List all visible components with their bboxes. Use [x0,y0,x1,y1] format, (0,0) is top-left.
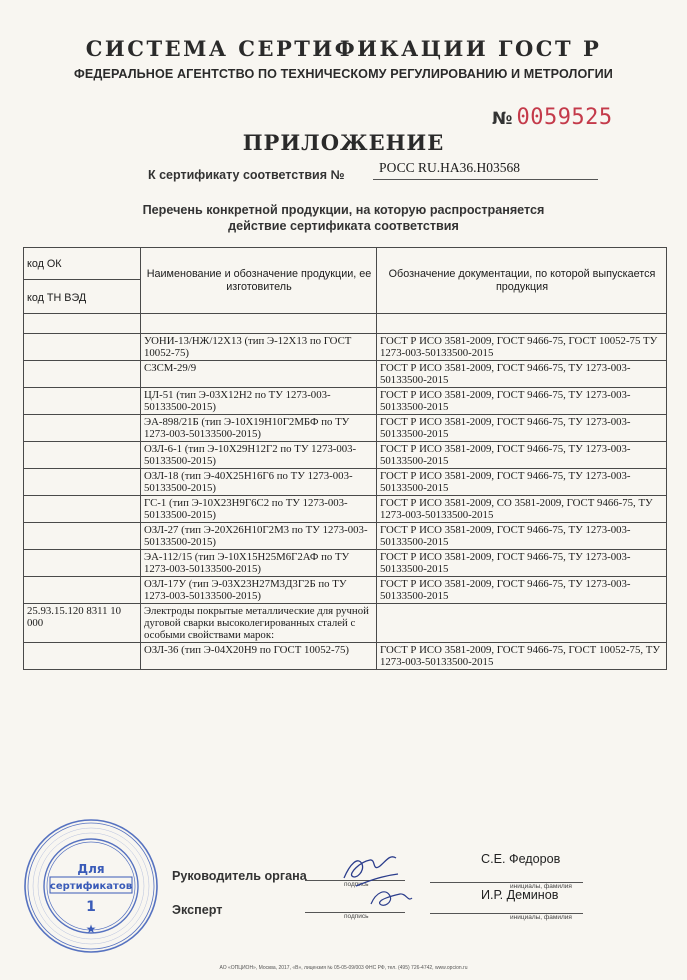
cell-product: ОЗЛ-36 (тип Э-04Х20Н9 по ГОСТ 10052-75) [141,643,377,670]
cell-docs: ГОСТ Р ИСО 3581-2009, ГОСТ 9466-75, ТУ 1273-003-50133500-2015 [377,415,667,442]
stamp-text-no: 1 [86,899,96,915]
cell-product: ОЗЛ-17У (тип Э-03Х23Н27М3Д3Г2Б по ТУ 1273-003-50133500-2015) [141,577,377,604]
cell-product: ЭА-112/15 (тип Э-10Х15Н25М6Г2АФ по ТУ 1273-003-50133500-2015) [141,550,377,577]
cert-label: К сертификату соответствия № [148,168,345,182]
expert-name: И.Р. Деминов [481,888,559,902]
system-title: СИСТЕМА СЕРТИФИКАЦИИ ГОСТ Р [85,36,602,61]
header-code-ok: код ОК [27,258,62,270]
intro-line-2: действие сертификата соответствия [228,219,459,233]
cell-code [24,415,141,442]
expert-label: Эксперт [172,903,223,917]
table-row [24,496,667,523]
cell-docs [377,604,667,643]
cell-product: УОНИ-13/НЖ/12Х13 (тип Э-12Х13 по ГОСТ 10052-75) [141,334,377,361]
cell-product: ОЗЛ-18 (тип Э-40Х25Н16Г6 по ТУ 1273-003-50133500-2015) [141,469,377,496]
table-header [24,248,667,314]
cell-docs: ГОСТ Р ИСО 3581-2009, ГОСТ 9466-75, ТУ 1273-003-50133500-2015 [377,388,667,415]
stamp-text-top: Для [77,862,105,876]
table-row [24,523,667,550]
agency-title: ФЕДЕРАЛЬНОЕ АГЕНТСТВО ПО ТЕХНИЧЕСКОМУ РЕГУЛИРОВАНИЮ И МЕТРОЛОГИИ [74,67,613,81]
cell-docs: ГОСТ Р ИСО 3581-2009, ГОСТ 9466-75, ТУ 1273-003-50133500-2015 [377,469,667,496]
table-row [24,550,667,577]
table-row [24,577,667,604]
cell-code [24,496,141,523]
cell-code [24,388,141,415]
table-row [24,334,667,361]
expert-name-caption: инициалы, фамилия [510,914,572,921]
cell-code: 25.93.15.120 8311 10 000 [24,604,141,643]
expert-signature [366,884,416,914]
product-table [23,247,667,670]
header-code-tn: код ТН ВЭД [27,292,87,304]
star-icon: ★ [85,922,97,936]
head-name: С.Е. Федоров [481,852,561,866]
cell-product: ОЗЛ-27 (тип Э-20Х26Н10Г2М3 по ТУ 1273-003-50133500-2015) [141,523,377,550]
intro-text [0,202,687,234]
head-label: Руководитель органа [172,869,307,883]
cell-docs: ГОСТ Р ИСО 3581-2009, ГОСТ 9466-75, ТУ 1273-003-50133500-2015 [377,550,667,577]
intro-line-1: Перечень конкретной продукции, на которую распространяется [142,203,545,217]
header-docs: Обозначение документации, по которой выпускается продукция [377,248,667,314]
header-product: Наименование и обозначение продукции, ее изготовитель [141,248,377,314]
form-number [492,105,613,130]
head-name-caption: инициалы, фамилия [510,883,572,890]
table-row [24,388,667,415]
cell-product: ГС-1 (тип Э-10Х23Н9Г6С2 по ТУ 1273-003-50133500-2015) [141,496,377,523]
cell-docs: ГОСТ Р ИСО 3581-2009, ГОСТ 9466-75, ТУ 1273-003-50133500-2015 [377,577,667,604]
certification-stamp [22,817,160,955]
table-row [24,361,667,388]
table-row [24,442,667,469]
cell-code [24,577,141,604]
number-sign: № [492,109,513,129]
cell-code [24,469,141,496]
cell-product: Электроды покрытые металлические для ручной дуговой сварки высоколегированных сталей с особыми свойствами марок: [141,604,377,643]
header-code-cell [24,248,141,314]
cell-docs: ГОСТ Р ИСО 3581-2009, ГОСТ 9466-75, ТУ 1273-003-50133500-2015 [377,442,667,469]
stamp-text-mid: сертификатов [49,881,133,892]
cell-docs: ГОСТ Р ИСО 3581-2009, ГОСТ 9466-75, ТУ 1273-003-50133500-2015 [377,523,667,550]
number-value: 0059525 [516,105,613,130]
cell-docs: ГОСТ Р ИСО 3581-2009, ГОСТ 9466-75, ТУ 1273-003-50133500-2015 [377,361,667,388]
cert-number: РОСС RU.HA36.H03568 [373,160,598,180]
appendix-title: ПРИЛОЖЕНИЕ [242,130,445,155]
table-row [24,469,667,496]
cell-product: СЗСМ-29/9 [141,361,377,388]
cell-product: ЦЛ-51 (тип Э-03Х12Н2 по ТУ 1273-003-50133500-2015) [141,388,377,415]
cell-code [24,523,141,550]
expert-sign-caption: подпись [344,913,369,920]
table-row [24,643,667,670]
cell-code [24,334,141,361]
cell-code [24,643,141,670]
cell-code [24,550,141,577]
cell-docs: ГОСТ Р ИСО 3581-2009, ГОСТ 9466-75, ГОСТ 10052-75, ТУ 1273-003-50133500-2015 [377,643,667,670]
cell-docs: ГОСТ Р ИСО 3581-2009, СО 3581-2009, ГОСТ 9466-75, ТУ 1273-003-50133500-2015 [377,496,667,523]
cell-product: ЭА-898/21Б (тип Э-10Х19Н10Г2МБФ по ТУ 1273-003-50133500-2015) [141,415,377,442]
cell-code [24,442,141,469]
cell-product: ОЗЛ-6-1 (тип Э-10Х29Н12Г2 по ТУ 1273-003-50133500-2015) [141,442,377,469]
cell-docs: ГОСТ Р ИСО 3581-2009, ГОСТ 9466-75, ГОСТ 10052-75 ТУ 1273-003-50133500-2015 [377,334,667,361]
head-sign-caption: подпись [344,881,369,888]
printer-footer: АО «ОПЦИОН», Москва, 2017, «В», лицензия № 05-05-09/003 ФНС РФ, тел. (495) 726-4742, www.opcion.ru [219,965,468,971]
cell-code [24,361,141,388]
table-spacer-row [24,314,667,334]
table-row [24,604,667,643]
table-row [24,415,667,442]
